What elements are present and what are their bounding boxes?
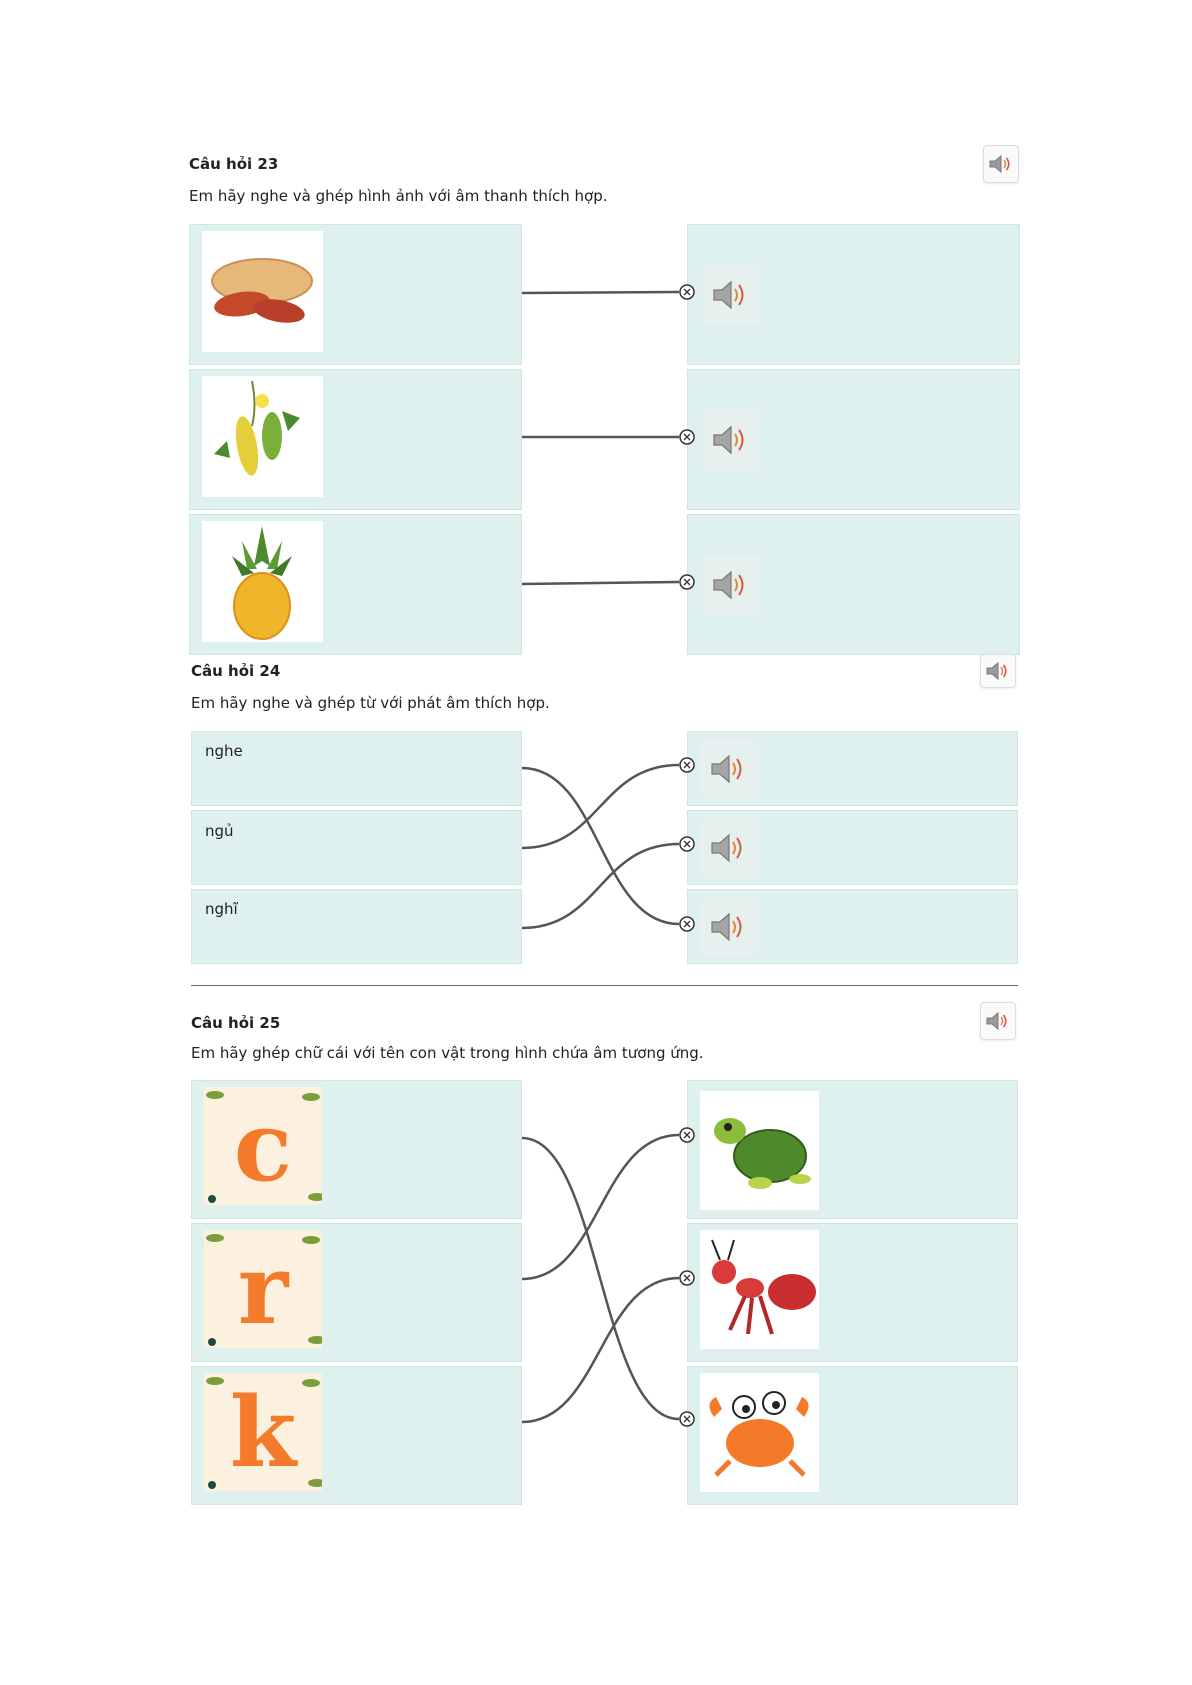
q24-word-2: ngủ — [205, 822, 234, 840]
q23-play-button[interactable] — [983, 145, 1019, 183]
q23-right-item-1[interactable] — [687, 224, 1020, 365]
q23-prompt: Em hãy nghe và ghép hình ảnh với âm thanh thích hợp. — [189, 187, 608, 205]
speaker-icon — [709, 752, 749, 786]
letter-k-card — [204, 1373, 322, 1491]
speaker-icon — [985, 660, 1011, 682]
q25-title: Câu hỏi 25 — [191, 1014, 281, 1032]
letter-r-card — [204, 1230, 322, 1348]
q24-line-3 — [522, 844, 679, 928]
letter-c-card — [204, 1087, 322, 1205]
q24-line-2 — [522, 765, 679, 848]
q24-right-speaker-2[interactable] — [700, 819, 758, 877]
q24-left-item-3[interactable] — [191, 889, 522, 964]
q25-line-3 — [522, 1278, 679, 1422]
letter-k: k — [229, 1375, 297, 1489]
ant-image — [700, 1230, 819, 1349]
q23-left-item-2[interactable] — [189, 369, 522, 510]
q24-word-1: nghe — [205, 742, 243, 760]
speaker-icon — [711, 423, 751, 457]
q23-left-item-1[interactable] — [189, 224, 522, 365]
q23-right-speaker-2[interactable] — [702, 411, 760, 469]
q25-right-item-3[interactable] — [687, 1366, 1018, 1505]
q24-right-item-1[interactable] — [687, 731, 1018, 806]
q23-title: Câu hỏi 23 — [189, 155, 279, 173]
q23-line-1 — [522, 285, 694, 299]
speaker-icon — [711, 278, 751, 312]
section-divider — [191, 985, 1018, 986]
speaker-icon — [709, 831, 749, 865]
q24-left-item-1[interactable] — [191, 731, 522, 806]
crab-image — [700, 1373, 819, 1492]
q25-line-1 — [522, 1138, 679, 1419]
q23-line-2 — [522, 430, 694, 444]
q25-right-item-2[interactable] — [687, 1223, 1018, 1362]
q23-left-item-3[interactable] — [189, 514, 522, 655]
q24-right-item-3[interactable] — [687, 889, 1018, 964]
speaker-icon — [988, 153, 1014, 175]
q24-left-item-2[interactable] — [191, 810, 522, 885]
q25-left-item-3[interactable] — [191, 1366, 522, 1505]
letter-c: c — [233, 1089, 293, 1203]
q24-right-item-2[interactable] — [687, 810, 1018, 885]
q25-right-item-1[interactable] — [687, 1080, 1018, 1219]
q24-play-button[interactable] — [980, 654, 1016, 688]
q24-right-speaker-1[interactable] — [700, 740, 758, 798]
q25-line-2 — [522, 1135, 679, 1279]
q23-right-item-3[interactable] — [687, 514, 1020, 655]
q24-line-1 — [522, 768, 679, 924]
q24-prompt: Em hãy nghe và ghép từ với phát âm thích hợp. — [191, 694, 550, 712]
speaker-icon — [711, 568, 751, 602]
letter-r: r — [237, 1232, 289, 1346]
q25-prompt: Em hãy ghép chữ cái với tên con vật trong hình chứa âm tương ứng. — [191, 1044, 704, 1062]
turtle-image — [700, 1091, 819, 1210]
q25-play-button[interactable] — [980, 1002, 1016, 1040]
q23-right-item-2[interactable] — [687, 369, 1020, 510]
peanut-image — [202, 231, 323, 352]
speaker-icon — [709, 910, 749, 944]
q23-right-speaker-1[interactable] — [702, 266, 760, 324]
q24-right-speaker-3[interactable] — [700, 898, 758, 956]
q24-word-3: nghĩ — [205, 900, 238, 918]
q25-left-item-1[interactable] — [191, 1080, 522, 1219]
q23-line-3 — [522, 575, 694, 589]
bitter-melon-image — [202, 376, 323, 497]
q24-title: Câu hỏi 24 — [191, 662, 281, 680]
speaker-icon — [985, 1010, 1011, 1032]
pineapple-image — [202, 521, 323, 642]
q23-right-speaker-3[interactable] — [702, 556, 760, 614]
q25-left-item-2[interactable] — [191, 1223, 522, 1362]
